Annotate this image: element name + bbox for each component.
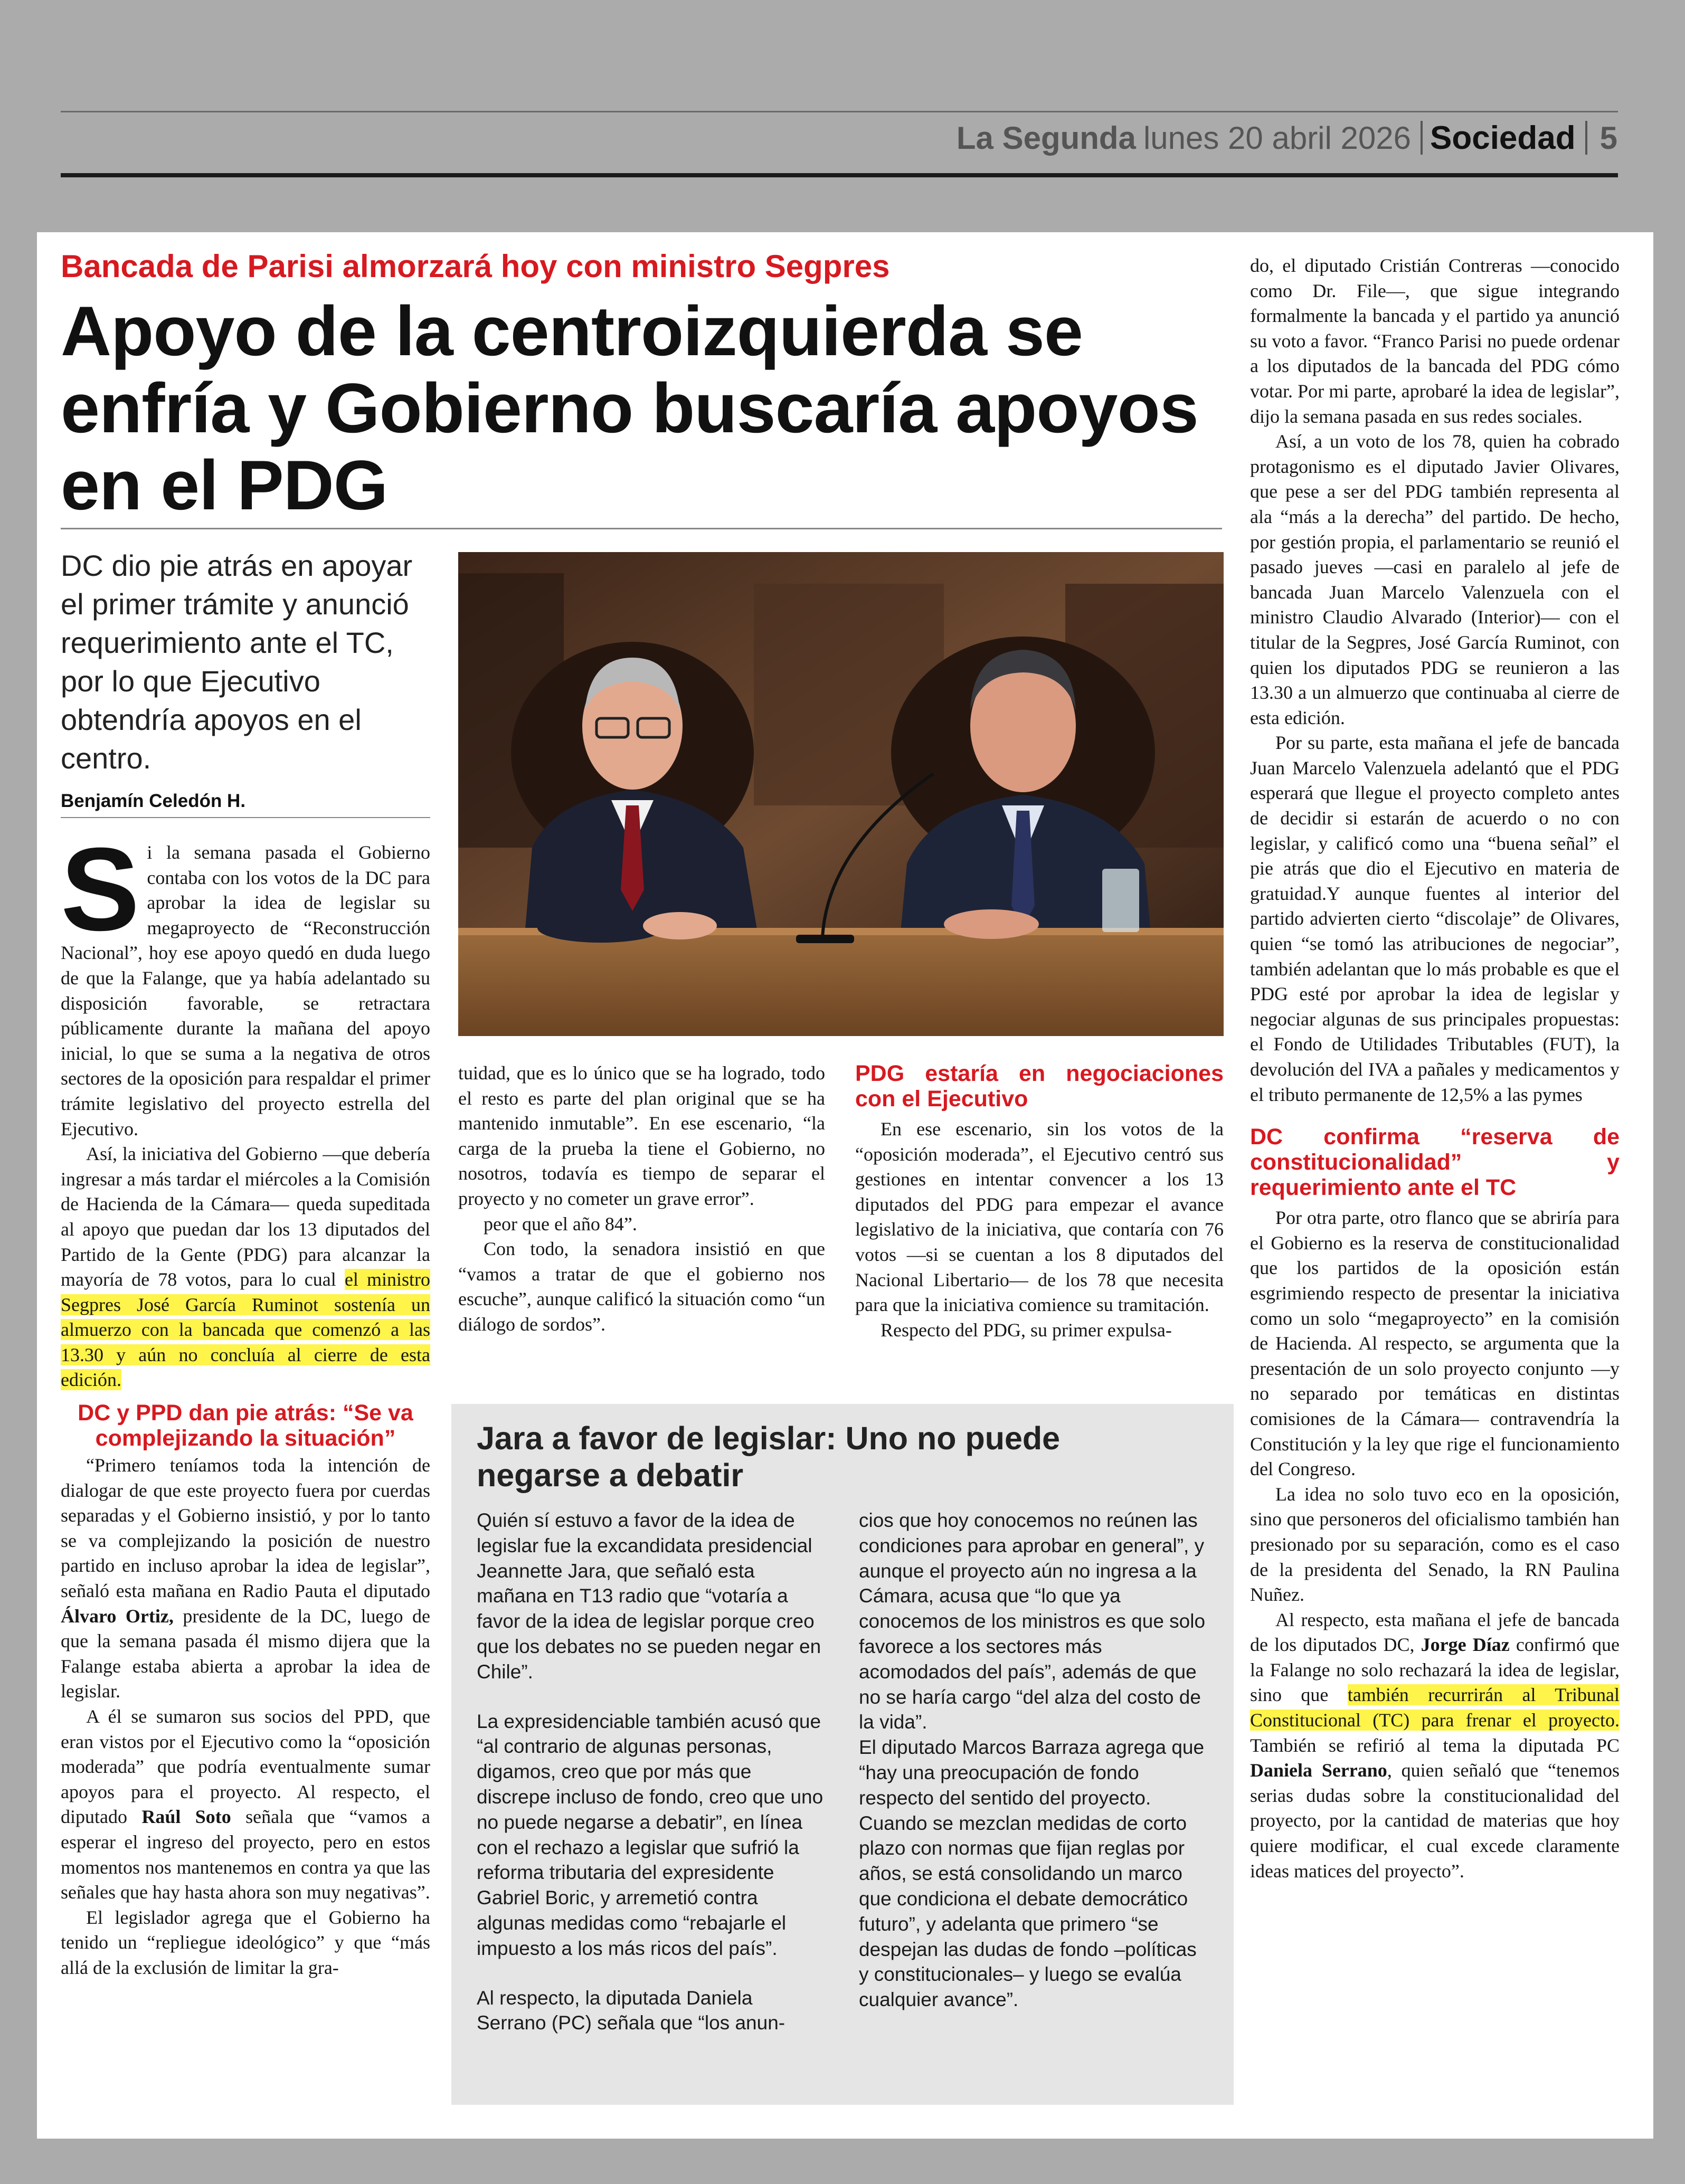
sidebar-column-2: [859, 1508, 1207, 2012]
paragraph: cios que hoy conocemos no reúnen las condiciones para aprobar en general”, y aunque el proyecto aún no ingresa a la Cámara, acusa que “lo que ya conocemos de los ministros es que solo favorece a los sectores más acomodados del país”, además de que no se haría cargo “del alza del costo de la vida”.: [859, 1509, 1206, 1733]
paragraph: [1250, 1608, 1620, 1884]
article-column-1: [61, 823, 431, 1981]
headline-rule: [61, 528, 1222, 529]
paragraph: peor que el año 84”.: [484, 1213, 637, 1235]
paragraph-text: i la semana pasada el Gobierno contaba con los votos de la DC para aprobar la idea de legislar su megaproyecto de “Reconstrucción Nacional”, hoy ese apoyo quedó en duda luego de que la Falange, que ya había adelantado su disposición favorable, se retractara públicamente durante la mañana del apoyo inicial, lo que se suma a la negativa de otros sectores de la oposición para respaldar el primer trámite legislativo del proyecto estrella del Ejecutivo.: [61, 842, 430, 1140]
masthead-bottom-rule: [61, 173, 1618, 177]
section-name: Sociedad: [1430, 119, 1576, 156]
paragraph: [61, 1453, 430, 1704]
person-name: Daniela Serrano: [1250, 1760, 1387, 1781]
subheading: DC y PPD dan pie atrás: “Se va complejizando la situación”: [78, 1400, 413, 1451]
paragraph: [61, 1142, 430, 1393]
paragraph: Con todo, la senadora insistió en que “vamos a tratar de que el gobierno nos escuche”, aunque calificó la situación como “un diálogo de sordos”.: [458, 1238, 825, 1335]
paragraph: Al respecto, la diputada Daniela Serrano (PC) señala que “los anun-: [477, 1987, 785, 2034]
article-column-3: [855, 1061, 1224, 1343]
masthead-top-rule: [61, 111, 1618, 112]
paragraph: Quién sí estuvo a favor de la idea de legislar fue la excandidata presidencial Jeannette Jara, que señaló esta mañana en T13 radio que “votaría a favor de la idea de legislar porque creo que los debates no se pueden negar en Chile”.: [477, 1509, 821, 1683]
photo-two-men-at-desk: [458, 552, 1224, 1036]
person-name: Raúl Soto: [141, 1806, 231, 1828]
paragraph-text: , quien señaló que “tenemos serias dudas sobre la constitucionalidad del proyecto, por la cantidad de materias que hoy quiere modificar, el cual excede claramente ideas matices del proyecto”.: [1250, 1760, 1620, 1882]
paragraph-text: También se refirió al tema la diputada PC: [1250, 1734, 1620, 1756]
paragraph: Por su parte, esta mañana el jefe de bancada Juan Marcelo Valenzuela adelantó que el PDG esperará que llegue el proyecto completo antes de decidir si estarán de acuerdo o no con legislar, y calificó como una “buena señal” el pie atrás que dio el Ejecutivo en materia de gratuidad.Y aunque fuentes al interior del partido advierten cierto “discolaje” de Olivares, quien “se tomó las atribuciones de negociar”, también adelantan que lo más probable es que el PDG esté por aprobar la idea de legislar y negociar algunas de sus principales propuestas: el Fondo de Utilidades Tributables (FUT), la devolución del IVA a pañales y medicamentos y el tributo permanente de 12,5% a las pymes: [1250, 732, 1620, 1105]
paragraph: [61, 1704, 430, 1905]
paragraph: El diputado Marcos Barraza agrega que “hay una preocupación de fondo respecto del sentido del proyecto. Cuando se mezclan medidas de corto plazo con normas que fijan reglas por años, se está consolidando un marco que condiciona el debate democrático futuro”, y adelanta que primero “se despejan las dudas de fondo –políticas y constitucionales– y luego se evalúa cualquier avance”.: [859, 1736, 1205, 2011]
paragraph-text: presidente de la DC, luego de que la semana pasada él mismo dijera que la Falange estaba abierta a aprobar la idea de legislar.: [61, 1605, 430, 1702]
page-number: 5: [1599, 120, 1617, 156]
article-photo: [458, 552, 1224, 1036]
paragraph: La idea no solo tuvo eco en la oposición, sino que personeros del oficialismo también han presionado por su separación, como es el caso de la presidenta del Senado, la RN Paulina Nuñez.: [1250, 1483, 1620, 1606]
article-byline: Benjamín Celedón H.: [61, 791, 246, 811]
article-kicker: Bancada de Parisi almorzará hoy con ministro Segpres: [61, 249, 890, 284]
highlighted-text: también recurrirán al Tribunal Constitucional (TC) para frenar el proyecto.: [1250, 1684, 1620, 1731]
paragraph-text: señala que “vamos a esperar el ingreso del proyecto, pero en estos momentos nos mantenemos en contra ya que las señales que hay hasta ahora son muy negativas”.: [61, 1806, 431, 1903]
highlighted-text: el ministro Segpres José García Ruminot sostenía un almuerzo con la bancada que comenzó a las 13.30 y aún no concluía al cierre de esta edición.: [61, 1269, 430, 1391]
paragraph-text: Al respecto, esta mañana el jefe de bancada de los diputados DC,: [1250, 1609, 1620, 1656]
drop-cap: S: [61, 823, 140, 955]
paragraph-gap: [477, 1961, 825, 1986]
paragraph-text: A él se sumaron sus socios del PPD, que eran vistos por el Ejecutivo como la “oposición moderada” que podría eventualmente sumar apoyos para el proyecto. Al respecto, el diputado: [61, 1706, 430, 1828]
sidebar-title: Jara a favor de legislar: Uno no puede negarse a debatir: [477, 1420, 1061, 1493]
article-column-4: [1250, 253, 1620, 1884]
paragraph: Así, a un voto de los 78, quien ha cobrado protagonismo es el diputado Javier Olivares, que pese a ser del PDG también representa al ala “más a la derecha” del partido. De hecho, por gestión propia, el parlamentario se reunió el pasado jueves —casi en paralelo al jefe de bancada Juan Marcelo Valenzuela con el ministro Claudio Alvarado (Interior)— con el titular de la Segpres, José García Ruminot, con quien los diputados PDG se reunieron a las 13.30 a un almuerzo que continuaba al cierre de esta edición.: [1250, 431, 1620, 728]
byline-rule: [61, 817, 430, 818]
article-deck: DC dio pie atrás en apoyar el primer trámite y anunció requerimiento ante el TC, por lo que Ejecutivo obtendría apoyos en el centro.: [61, 549, 413, 775]
masthead: [957, 117, 1617, 158]
article-headline: Apoyo de la centroizquierda se enfría y Gobierno buscaría apoyos en el PDG: [61, 292, 1198, 525]
article-column-2: [458, 1061, 825, 1337]
subheading: DC confirma “reserva de constitucionalidad” y requerimiento ante el TC: [1250, 1124, 1620, 1201]
paragraph: La expresidenciable también acusó que “al contrario de algunas personas, digamos, creo que por más que discrepe incluso de fondo, creo que uno no puede negarse a debatir”, en línea con el rechazo a legislar que sufrió la reforma tributaria del expresidente Gabriel Boric, y arremetió contra algunas medidas como “rebajarle el impuesto a los más ricos del país”.: [477, 1710, 823, 1959]
person-name: Jorge Díaz: [1421, 1634, 1510, 1656]
paragraph: En ese escenario, sin los votos de la “oposición moderada”, el Ejecutivo centró sus gestiones en intentar convencer a los 13 diputados del PDG para empezar el avance legislativo de la iniciativa, que contaría con 76 votos —si se cuentan a los 8 diputados del Nacional Libertario— de los 78 que necesita para que la iniciativa comience su tramitación.: [855, 1118, 1224, 1316]
paragraph-text: “Primero teníamos toda la intención de dialogar de que este proyecto fuera por cuerdas separadas y el Gobierno insistió, y por lo tanto se va complejizando la posición de nuestro partido en incluso aprobar la idea de legislar”, señaló esta mañana en Radio Pauta el diputado: [61, 1455, 430, 1602]
masthead-separator: [1585, 121, 1587, 155]
paragraph: tuidad, que es lo único que se ha logrado, todo el resto es parte del plan original que se ha mantenido inmutable”. En ese escenario, “la carga de la prueba la tiene el Gobierno, no nosotros, todavía es tiempo de separar el proyecto y no cometer un grave error”.: [458, 1062, 825, 1209]
paragraph: Respecto del PDG, su primer expulsa-: [881, 1319, 1172, 1341]
publication-name: La Segunda: [956, 120, 1136, 156]
issue-date: lunes 20 abril 2026: [1143, 120, 1411, 156]
paragraph-gap: [477, 1685, 825, 1709]
sidebar-column-1: [477, 1508, 825, 2036]
subheading: PDG estaría en negociaciones con el Ejecutivo: [855, 1061, 1224, 1112]
paragraph: Por otra parte, otro flanco que se abriría para el Gobierno es la reserva de constitucionalidad que los partidos de la oposición están esgrimiendo respecto de presentar la iniciativa como un solo “megaproyecto” en la comisión de Hacienda. Al respecto, se argumenta que la presentación de un solo proyecto conjunto —y no separado por temáticas en distintas comisiones de la Cámara— contravendría la Constitución y la ley que rige el funcionamiento del Congreso.: [1250, 1207, 1620, 1480]
person-name: Álvaro Ortiz,: [61, 1605, 174, 1627]
paragraph-text: confirmó que la Falange no solo rechazará la idea de legislar, sino que: [1250, 1634, 1620, 1706]
paragraph-text: Así, la iniciativa del Gobierno —que debería ingresar a más tardar el miércoles a la Comisión de Hacienda de la Cámara— queda supeditada al apoyo que puedan dar los 13 diputados del Partido de la Gente (PDG) para alcanzar la mayoría de 78 votos, para lo cual: [61, 1143, 430, 1290]
paragraph: [61, 1905, 430, 1981]
paragraph: do, el diputado Cristián Contreras —conocido como Dr. File—, que sigue integrando formalmente la bancada y el partido ya anunció su voto a favor. “Franco Parisi no puede ordenar a los diputados de la bancada del PDG cómo votar. Por mi parte, aprobaré la idea de legislar”, dijo la semana pasada en sus redes sociales.: [1250, 255, 1620, 427]
paragraph-text: El legislador agrega que el Gobierno ha tenido un “repliegue ideológico” y que “más allá de la exclusión de limitar la gra-: [61, 1906, 430, 1978]
masthead-separator: [1421, 121, 1423, 155]
